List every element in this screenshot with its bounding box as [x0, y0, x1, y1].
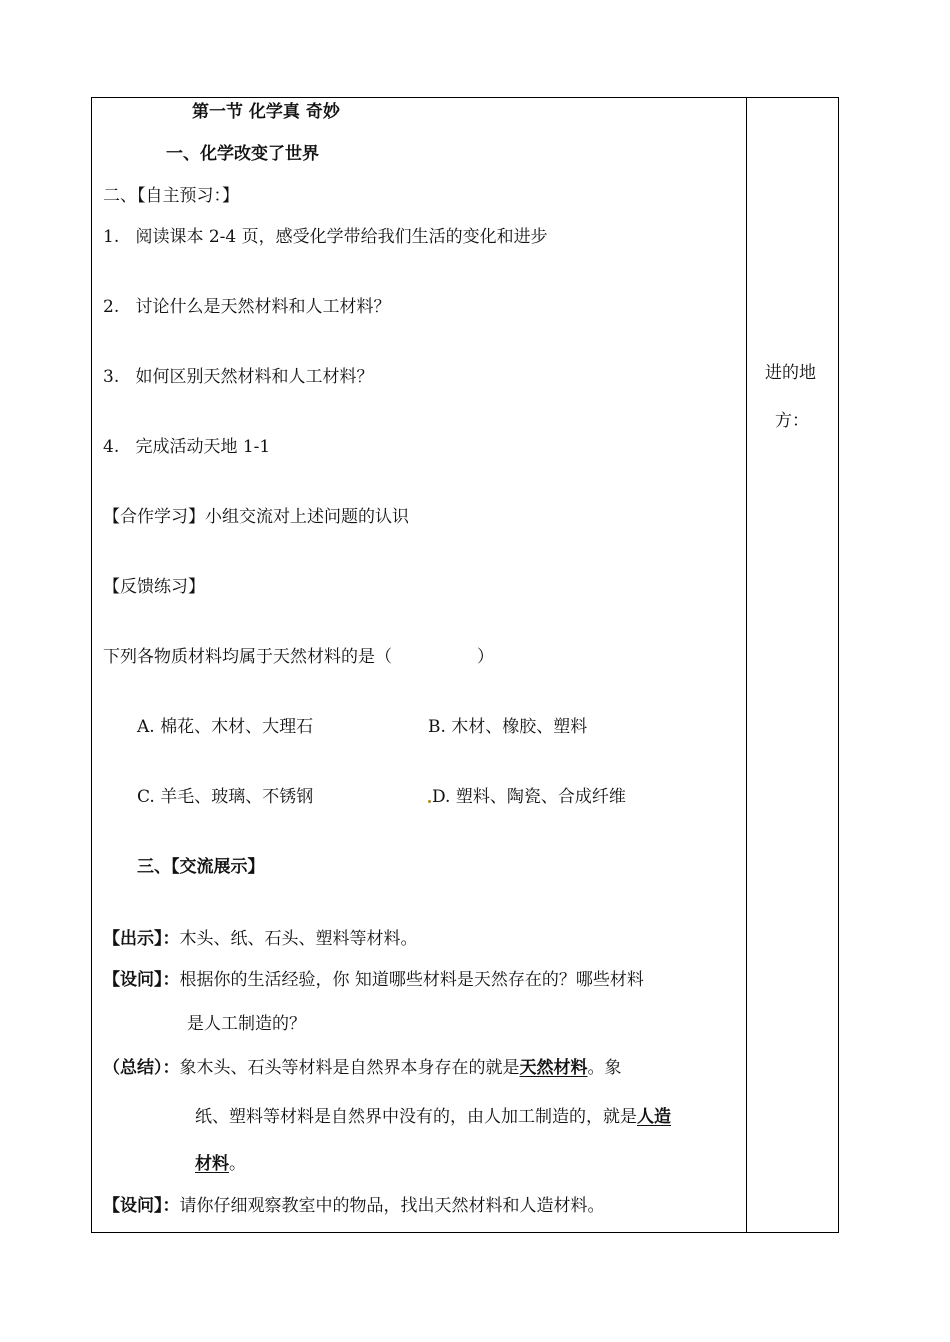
- term-artificial-material-2: 材料: [195, 1154, 229, 1174]
- section-3-heading: 三、【交流展示】: [137, 857, 265, 877]
- cooperative-text: 小组交流对上述问题的认识: [205, 507, 409, 527]
- ask-2-line: [103, 1195, 605, 1217]
- summary-text: 象木头、石头等材料是自然界本身存在的就是: [179, 1058, 520, 1078]
- term-natural-material: 天然材料: [519, 1058, 588, 1078]
- ask-label: 【设问】：: [103, 970, 180, 990]
- show-label: 【出示】：: [103, 929, 180, 949]
- ask-1-line-1: [103, 969, 644, 991]
- preview-heading: 二、【自主预习：】: [103, 186, 239, 206]
- term-artificial-material-1: 人造: [637, 1107, 671, 1127]
- preview-item-4: [103, 436, 270, 458]
- show-text: 木头、纸、石头、塑料等材料。: [179, 929, 418, 949]
- sidebar-line-2: 方：: [775, 411, 809, 431]
- ask-1-line-2: 是人工制造的？: [187, 1014, 306, 1034]
- summary-text: 。象: [587, 1058, 622, 1078]
- item-text: 如何区别天然材料和人工材料？: [135, 367, 374, 387]
- item-text: 讨论什么是天然材料和人工材料？: [135, 297, 391, 317]
- preview-item-1: [103, 226, 548, 248]
- cooperative-label: 【合作学习】: [103, 507, 205, 527]
- ask-label: 【设问】：: [103, 1196, 180, 1216]
- summary-line-3: [195, 1153, 246, 1175]
- preview-item-3: [103, 366, 373, 388]
- item-number: 4.: [103, 437, 120, 457]
- show-line: [103, 928, 418, 950]
- preview-item-2: [103, 296, 390, 318]
- section-1-heading: 一、化学改变了世界: [166, 144, 319, 164]
- option-d: D. 塑料、陶瓷、合成纤维: [432, 787, 626, 807]
- margin-mark: [428, 800, 431, 803]
- ask-text: 请你仔细观察教室中的物品，找出天然材料和人造材料。: [179, 1196, 605, 1216]
- summary-text: 纸、塑料等材料是自然界中没有的，由人加工制造的，就是: [195, 1107, 637, 1127]
- lesson-title: 第一节 化学真 奇妙: [192, 102, 340, 122]
- ask-text: 根据你的生活经验，你 知道哪些材料是天然存在的？哪些材料: [179, 970, 644, 990]
- option-a: A. 棉花、木材、大理石: [137, 717, 314, 737]
- item-number: 1.: [103, 227, 120, 247]
- option-b: B. 木材、橡胶、塑料: [428, 717, 588, 737]
- summary-line-1: [103, 1057, 622, 1079]
- question-stem: 下列各物质材料均属于天然材料的是（ ）: [103, 647, 494, 667]
- summary-line-2: [195, 1106, 671, 1128]
- summary-label: （总结）：: [103, 1058, 180, 1078]
- summary-text: 。: [229, 1154, 246, 1174]
- sidebar-line-1: 进的地: [765, 363, 816, 383]
- item-text: 完成活动天地 1-1: [135, 437, 271, 457]
- item-text: 阅读课本 2-4 页，感受化学带给我们生活的变化和进步: [135, 227, 548, 247]
- feedback-heading: 【反馈练习】: [103, 577, 205, 597]
- item-number: 2.: [103, 297, 120, 317]
- item-number: 3.: [103, 367, 120, 387]
- option-c: C. 羊毛、玻璃、不锈钢: [137, 787, 314, 807]
- cooperative-learning: [103, 506, 409, 528]
- column-divider: [746, 97, 747, 1233]
